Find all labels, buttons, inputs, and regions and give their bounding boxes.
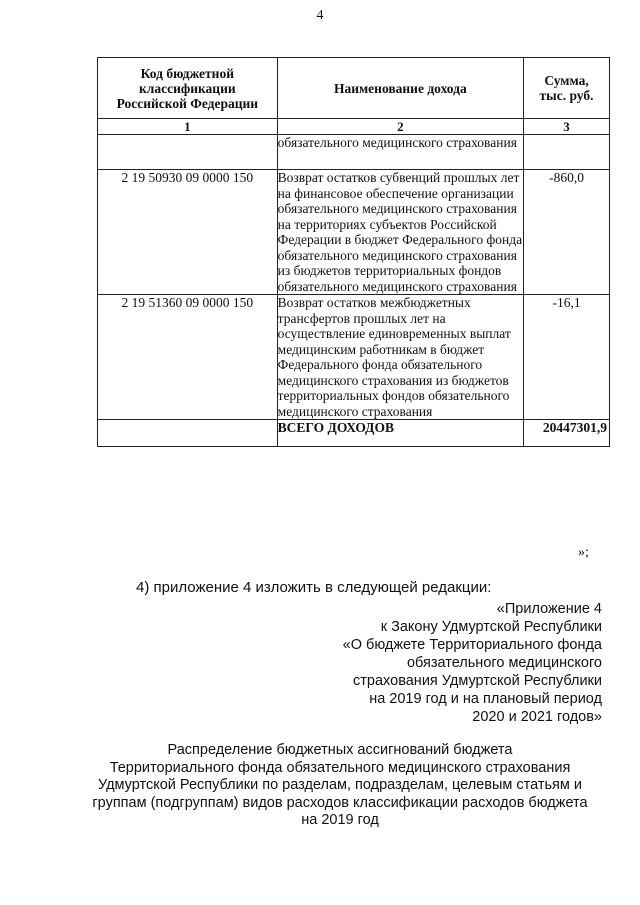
header-name: Наименование дохода	[277, 58, 523, 119]
row-name: Возврат остатков межбюджетных трансфертов прошлых лет на осуществление единовременных выплат медицинским работникам в бюджет Федерального фонда обязательного медицинского страхования из бюджетов территориальных фондов обязательного медицинского страхования	[277, 295, 523, 420]
appendix-line: обязательного медицинского	[406, 655, 602, 671]
appendix-line: «О бюджете Территориального фонда	[342, 637, 602, 653]
table-row	[98, 170, 610, 295]
header-code	[98, 58, 278, 119]
appendix-line: 2020 и 2021 годов»	[472, 709, 602, 725]
section-title-line: Удмуртской Республики по разделам, подразделам, целевым статьям и	[97, 777, 582, 793]
header-code-line: классификации	[139, 80, 236, 96]
appendix-heading	[343, 600, 602, 726]
header-code-line: Код бюджетной	[140, 65, 234, 81]
table-row	[98, 135, 610, 170]
appendix-line: на 2019 год и на плановый период	[369, 691, 602, 707]
row-name: обязательного медицинского страхования	[277, 135, 523, 170]
section-title-line: группам (подгруппам) видов расходов классификации расходов бюджета	[92, 794, 588, 811]
revenue-table	[97, 57, 610, 447]
section-title-line: Территориального фонда обязательного медицинского страхования	[109, 759, 571, 776]
section-title	[90, 742, 590, 830]
header-amount-line: Сумма,	[544, 73, 589, 88]
section-title-line: на 2019 год	[301, 812, 379, 828]
total-row	[98, 420, 610, 447]
total-code-empty	[98, 420, 278, 447]
row-code: 2 19 51360 09 0000 150	[98, 295, 278, 420]
table-row	[98, 295, 610, 420]
appendix-line: страхования Удмуртской Республики	[353, 673, 602, 689]
row-code: 2 19 50930 09 0000 150	[98, 170, 278, 295]
total-amount: 20447301,9	[524, 420, 610, 447]
column-number: 1	[98, 119, 278, 135]
row-amount: -16,1	[524, 295, 610, 420]
page-number: 4	[316, 8, 324, 23]
row-amount: -860,0	[524, 170, 610, 295]
appendix-line: к Закону Удмуртской Республики	[380, 619, 602, 635]
header-code-line: Российской Федерации	[116, 95, 259, 111]
column-number: 3	[524, 119, 610, 135]
quote-close: »;	[578, 545, 589, 560]
appendix-line: «Приложение 4	[496, 601, 602, 617]
table-header-row	[98, 58, 610, 119]
column-number: 2	[277, 119, 523, 135]
row-name: Возврат остатков субвенций прошлых лет на финансовое обеспечение организации обязательного медицинского страхования на территориях субъектов Российской Федерации в бюджет Федерального фонда обязательного медицинского страхования из бюджетов территориальных фондов обязательного медицинского страхования	[277, 170, 523, 294]
total-label: ВСЕГО ДОХОДОВ	[277, 420, 523, 447]
column-number-row	[98, 119, 610, 135]
amendment-item: 4) приложение 4 изложить в следующей редакции:	[136, 579, 492, 596]
section-title-line: Распределение бюджетных ассигнований бюджета	[167, 742, 513, 758]
row-code	[98, 135, 278, 170]
header-amount	[524, 58, 610, 119]
header-amount-line: тыс. руб.	[539, 88, 594, 103]
row-amount	[524, 135, 610, 170]
